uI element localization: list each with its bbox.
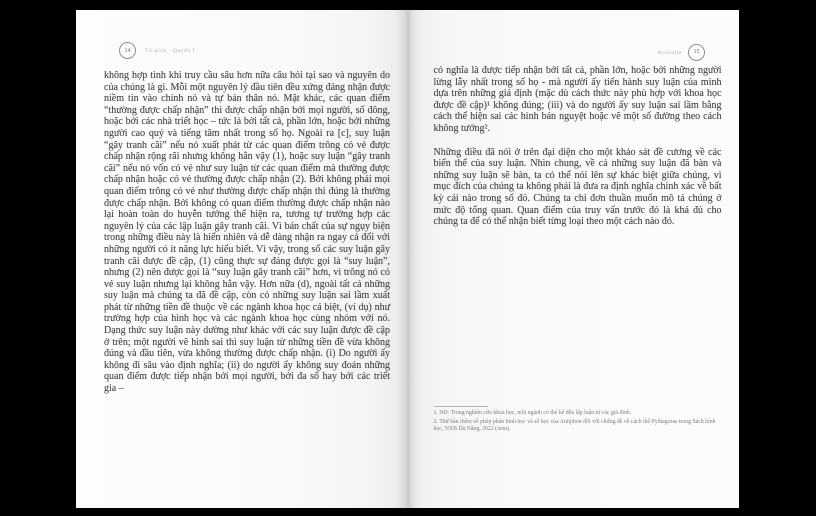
right-page-body-text [434, 65, 722, 228]
footnote-separator-rule [434, 406, 488, 407]
page-header-right [657, 42, 705, 62]
right-page-paragraph-2: Những điều đã nói ở trên đại diện cho một khảo sát đề cương về các biến thể của suy luận. Nhìn chung, về cả những suy luận đã bàn và những suy luận sẽ bàn, ta có thể nói lên sự khác biệt giữa chúng, vì mục đích của chúng ta không phải là đưa ra định nghĩa chính xác về bất kỳ cái nào trong số đó. Chúng ta chỉ đơn thuần muốn mô tả chúng ở mức độ tổng quan. Quan điểm của truy vấn trước đó là khá đủ cho chúng ta để có thể nhận biết từng loại theo một cách nào đó. [433, 146, 722, 228]
right-page-paragraph-1: có nghĩa là được tiếp nhận bởi tất cả, phần lớn, hoặc bởi những người lừng lẫy nhất trong số họ - mà người ấy tiến hành suy luận của mình dựa trên những giả định (mặc dù cách thức này phù hợp với khoa học được đề cập)¹ không đúng; (iii) và do người ấy suy luận sai lầm bằng cách thể hiện sai các hình bán nguyệt hoặc vẽ một số đường theo cách không tưởng². [433, 65, 722, 134]
page-number-right: 15 [688, 44, 705, 61]
footnote-1: 1. ND: Trong nghiên cứu khoa học, mỗi ngành có thể kể đến lập luận từ các giả định. [433, 410, 632, 416]
footnotes-block [434, 406, 716, 435]
running-head-left: Tô-pích · Quyển I [145, 48, 196, 54]
footnote-2: 2. Thử bàn thêm về phép phân hình học và số học của Antiphon đối với chứng đề về cách thể Pythagoras trong Sách hình học, NXB Đà Nẵng, 2022 (xem). [433, 418, 716, 433]
running-head-right: Aristotle [657, 49, 682, 56]
left-page-body-text: không hợp tình khi truy cầu sâu hơn nữa câu hỏi tại sao và nguyên do của chúng là gì. Mỗi một nguyên lý đầu tiên đều xứng đáng nhận được niềm tin vào chính nó và tự bản thân nó. Mặt khác, các quan điểm “thường được chấp nhận” thì được chấp nhận bởi mọi người, số đông, hoặc bởi các nhà triết học – tức là bởi tất cả, phần lớn, hoặc bởi những người cao quý và tiếng tăm nhất trong số họ. Ngoài ra [c], suy luận “gây tranh cãi” nếu nó xuất phát từ các quan điểm trông có vẻ được chấp nhận rộng rãi nhưng không hẳn vậy (1), hoặc suy luận “gây tranh cãi” nếu nó vốn có vẻ như suy luận từ các quan điểm mà thường được chấp nhận hoặc có vẻ thường được chấp nhận (2). Bởi không phải mọi quan điểm trông có vẻ như thường được chấp nhận thì đúng là thường được chấp nhận. Bởi không có quan điểm thường được chấp nhận nào lại hoàn toàn do huyễn tưởng thể hiện ra, tương tự trường hợp các nguyên lý của các lập luận gây tranh cãi. Vì bản chất của sự ngụy biện trong những điều này là hiển nhiên và dễ dàng nhận ra ngay cả đối với những người có ít năng lực hiểu biết. Vì vậy, trong số các suy luận gây tranh cãi được đề cập, (1) cũng thực sự đáng được gọi là “suy luận”, nhưng (2) nên được gọi là “suy luận gây tranh cãi” hơn, vì trông nó có vẻ suy luận nhưng lại không hẳn vậy. Hơn nữa (d), ngoài tất cả những suy luận mà chúng ta đã đề cập, còn có những suy luận sai lầm xuất phát từ những tiền đề thuộc về các ngành khoa học cá biệt, (ví dụ) như trường hợp của hình học và các ngành khoa học cùng nhóm với nó. Dạng thức suy luận này dường như khác với các suy luận được đề cập ở trên; một người vẽ hình sai thì suy luận từ những tiền đề vừa không đúng và đầu tiên, vừa không thường được chấp nhận. (i) Do người ấy không đi sâu vào định nghĩa; (ii) do người ấy không suy đoán những quan điểm được tiếp nhận bởi mọi người, bởi đa số hay bởi các triết gia – [104, 70, 390, 395]
page-left [76, 10, 408, 508]
book-spread [76, 10, 739, 508]
page-header-left [119, 42, 196, 62]
page-number-left: 14 [119, 42, 136, 59]
page-right [408, 10, 740, 508]
